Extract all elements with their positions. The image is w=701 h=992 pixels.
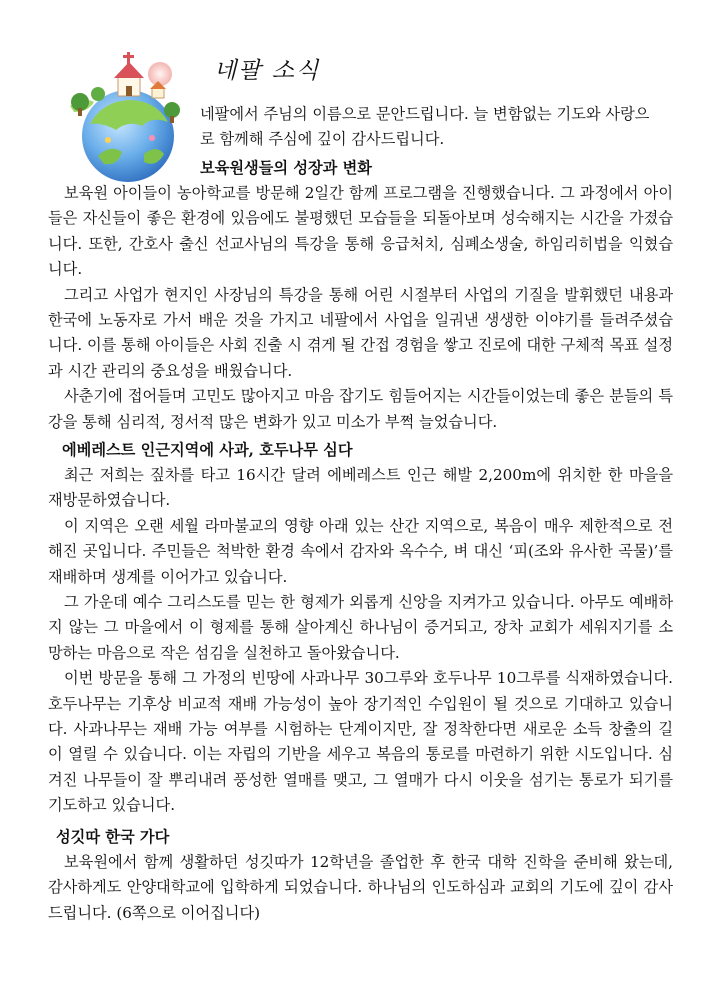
paragraph: 이 지역은 오랜 세월 라마불교의 영향 아래 있는 산간 지역으로, 복음이 매우 제한적으로 전해진 곳입니다. 주민들은 척박한 환경 속에서 감자와 옥수수, 벼 대신 ‘피(조와 유사한 곡물)’를 재배하며 생계를 이어가고 있습니다. (48, 516, 673, 586)
paragraph: 보육원에서 함께 생활하던 성깃따가 12학년을 졸업한 후 한국 대학 진학을 준비해 왔는데, 감사하게도 안양대학교에 입학하게 되었습니다. 하나님의 인도하심과 교회의 기도에 깊이 감사드립니다. (6쪽으로 이어집니다) (48, 853, 673, 922)
paragraph: 이번 방문을 통해 그 가정의 빈땅에 사과나무 30그루와 호두나무 10그루를 식재하였습니다. 호두나무는 기후상 비교적 재배 가능성이 높아 장기적인 수입원이 될 것으로 기대하고 있습니다. 사과나무는 재배 가능 여부를 시험하는 단계이지만, 잘 정착한다면 새로운 소득 창출의 길이 열릴 수 있습니다. 이는 자립의 기반을 세우고 복음의 통로를 마련하기 위한 시도입니다. 심겨진 나무들이 잘 뿌리내려 풍성한 열매를 맺고, 그 열매가 다시 이웃을 섬기는 통로가 되기를 기도하고 있습니다. (48, 669, 673, 815)
page-title: 네팔 소식 (214, 58, 321, 84)
paragraph: 보육원 아이들이 농아학교를 방문해 2일간 함께 프로그램을 진행했습니다. 그 과정에서 아이들은 자신들이 좋은 환경에 있음에도 불평했던 모습들을 되돌아보며 성숙해지는 시간을 가졌습니다. 또한, 간호사 출신 선교사님의 특강을 통해 응급처치, 심폐소생술, 하임리히법을 익혔습니다. (48, 184, 673, 279)
section-everest-trees (48, 438, 673, 819)
section-heading: 보육원생들의 성장과 변화 (200, 159, 372, 177)
section-korea (48, 825, 673, 926)
section-heading: 에베레스트 인근지역에 사과, 호두나무 심다 (62, 441, 353, 459)
paragraph: 사춘기에 접어들며 고민도 많아지고 마음 잡기도 힘들어지는 시간들이었는데 좋은 분들의 특강을 통해 심리적, 정서적 많은 변화가 있고 미소가 부쩍 늘었습니다. (48, 387, 673, 431)
paragraph: 그리고 사업가 현지인 사장님의 특강을 통해 어린 시절부터 사업의 기질을 발휘했던 내용과 한국에 노동자로 가서 배운 것을 가지고 네팔에서 사업을 일궈낸 생생한 이야기를 들려주셨습니다. 이를 통해 아이들은 사회 진출 시 겪게 될 간접 경험을 쌓고 진로에 대한 구체적 목표 설정과 시간 관리의 중요성을 배웠습니다. (48, 285, 673, 380)
sun-icon (148, 62, 172, 86)
church-roof-icon (114, 62, 144, 78)
section-orphanage-growth (48, 156, 673, 435)
intro-paragraph: 네팔에서 주님의 이름으로 문안드립니다. 늘 변함없는 기도와 사랑으로 함께해 주심에 깊이 감사드립니다. (200, 105, 650, 148)
section-heading: 성깃따 한국 가다 (56, 828, 170, 846)
paragraph: 그 가운데 예수 그리스도를 믿는 한 형제가 외롭게 신앙을 지켜가고 있습니다. 아무도 예배하지 않는 그 마을에서 이 형제를 통해 살아계신 하나님이 증거되고, 장차 교회가 세워지기를 소망하는 마음으로 작은 섬김을 실천하고 돌아왔습니다. (48, 593, 673, 662)
paragraph: 최근 저희는 짚차를 타고 16시간 달려 에베레스트 인근 해발 2,200m에 위치한 한 마을을 재방문하였습니다. (48, 466, 673, 510)
